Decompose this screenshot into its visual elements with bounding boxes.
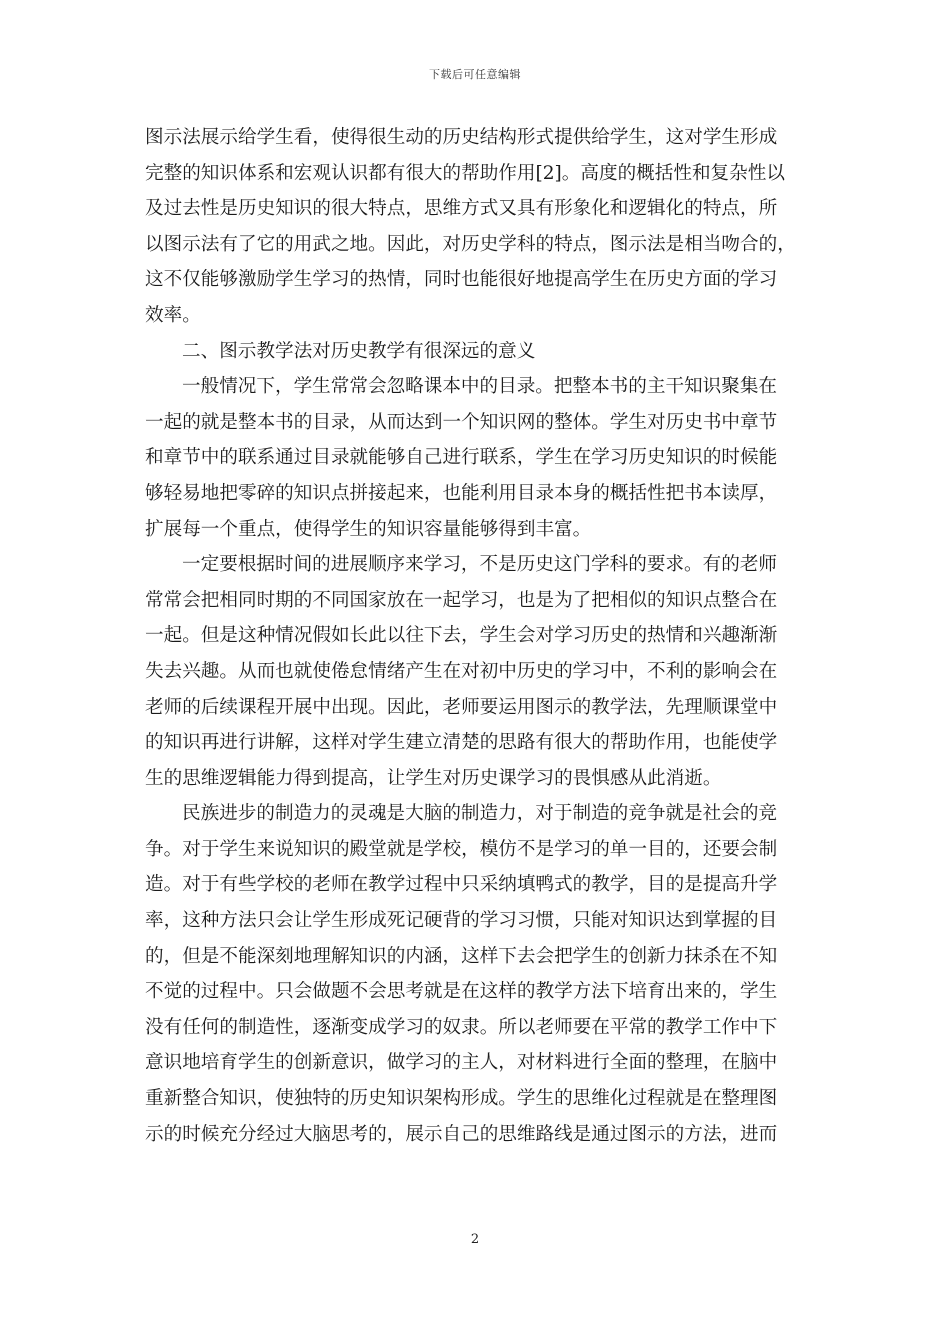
- text-line: 以图示法有了它的用武之地。因此，对历史学科的特点，图示法是相当吻合的，: [145, 233, 796, 255]
- paragraph: [145, 369, 809, 547]
- page-number: 2: [470, 1232, 480, 1247]
- text-line: 常常会把相同时期的不同国家放在一起学习，也是为了把相似的知识点整合在: [145, 589, 778, 611]
- text-line: 扩展每一个重点，使得学生的知识容量能够得到丰富。: [145, 518, 592, 540]
- paragraph: [145, 547, 809, 796]
- text-line: 示的时候充分经过大脑思考的，展示自己的思维路线是通过图示的方法，进而: [145, 1123, 778, 1145]
- text-line: 不觉的过程中。只会做题不会思考就是在这样的教学方法下培育出来的，学生: [145, 981, 778, 1003]
- text-line: 生的思维逻辑能力得到提高，让学生对历史课学习的畏惧感从此消逝。: [145, 767, 722, 789]
- text-line: 的，但是不能深刻地理解知识的内涵，这样下去会把学生的创新力抹杀在不知: [145, 945, 778, 967]
- text-line: 一起的就是整本书的目录，从而达到一个知识网的整体。学生对历史书中章节: [145, 411, 778, 433]
- text-line: 一定要根据时间的进展顺序来学习，不是历史这门学科的要求。有的老师: [182, 554, 778, 576]
- page-header: 下载后可任意编辑: [429, 68, 521, 81]
- document-body: [145, 120, 809, 1152]
- text-line: 争。对于学生来说知识的殿堂就是学校，模仿不是学习的单一目的，还要会制: [145, 838, 778, 860]
- text-line: 完整的知识体系和宏观认识都有很大的帮助作用[2]。高度的概括性和复杂性以: [145, 162, 785, 184]
- text-line: 老师的后续课程开展中出现。因此，老师要运用图示的教学法，先理顺课堂中: [145, 696, 778, 718]
- text-line: 够轻易地把零碎的知识点拼接起来，也能利用目录本身的概括性把书本读厚，: [145, 482, 778, 504]
- text-line: 图示法展示给学生看，使得很生动的历史结构形式提供给学生，这对学生形成: [145, 127, 778, 148]
- text-line: 意识地培育学生的创新意识，做学习的主人，对材料进行全面的整理，在脑中: [145, 1052, 778, 1074]
- text-line: 一起。但是这种情况假如长此以往下去，学生会对学习历史的热情和兴趣渐渐: [145, 625, 778, 647]
- text-line: 和章节中的联系通过目录就能够自己进行联系，学生在学习历史知识的时候能: [145, 447, 778, 469]
- text-line: 效率。: [145, 304, 201, 326]
- text-line: 重新整合知识，使独特的历史知识架构形成。学生的思维化过程就是在整理图: [145, 1088, 778, 1110]
- text-line: 一般情况下，学生常常会忽略课本中的目录。把整本书的主干知识聚集在: [182, 376, 778, 398]
- text-line: 的知识再进行讲解，这样对学生建立清楚的思路有很大的帮助作用，也能使学: [145, 732, 778, 754]
- text-line: 这不仅能够激励学生学习的热情，同时也能很好地提高学生在历史方面的学习: [145, 269, 778, 291]
- heading-text: 二、图示教学法对历史教学有很深远的意义: [182, 340, 536, 362]
- paragraph: [145, 120, 809, 334]
- text-line: 没有任何的制造性，逐渐变成学习的奴隶。所以老师要在平常的教学工作中下: [145, 1016, 778, 1038]
- text-line: 及过去性是历史知识的很大特点，思维方式又具有形象化和逻辑化的特点，所: [145, 198, 778, 220]
- text-line: 造。对于有些学校的老师在教学过程中只采纳填鸭式的教学，目的是提高升学: [145, 874, 778, 896]
- text-line: 率，这种方法只会让学生形成死记硬背的学习习惯，只能对知识达到掌握的目: [145, 910, 778, 932]
- text-line: 民族进步的制造力的灵魂是大脑的制造力，对于制造的竞争就是社会的竞: [182, 803, 778, 825]
- text-line: 失去兴趣。从而也就使倦怠情绪产生在对初中历史的学习中，不利的影响会在: [145, 660, 778, 682]
- section-heading: [145, 334, 809, 370]
- paragraph: [145, 796, 809, 1152]
